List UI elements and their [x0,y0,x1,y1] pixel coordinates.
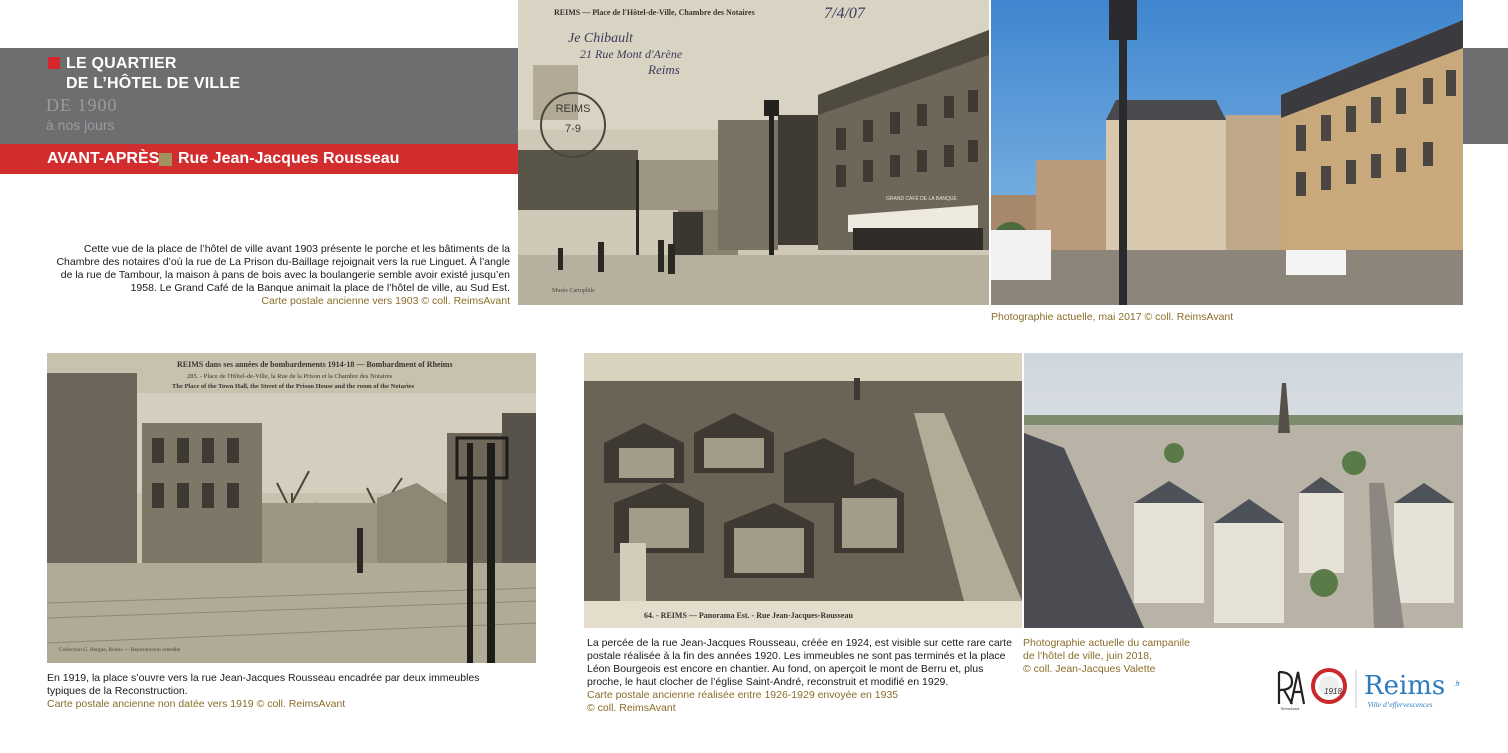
postcard-1919-header1: REIMS dans ses années de bombardements 1914-18 — Bombardment of Rheims [177,360,453,369]
reims-tagline: Ville d’effervescences [1367,700,1433,709]
caption-bottom-left [47,672,487,711]
reimsavant-logo [1279,672,1304,711]
credit-bottom-left: Carte postale ancienne non datée vers 1919 © coll. ReimsAvant [47,698,346,710]
caption-bottom-left-text: En 1919, la place s’ouvre vers la rue Jean-Jacques Rousseau encadrée par deux immeubles typiques de la Reconstruction. [47,672,480,697]
postcard-1919-header3: The Place of the Town Hall, the Street of the Prison House and the room of the Notaries [172,383,415,390]
reims-city-logo [1364,671,1461,709]
postcard-1926-footer: 64. - REIMS — Panorama Est. - Rue Jean-Jacques-Rousseau [644,611,853,620]
page-title-line2: DE L’HÔTEL DE VILLE [66,75,241,92]
shop-sign: GRAND CAFÉ DE LA BANQUE [886,196,957,202]
caption-bottom-middle [587,637,1017,715]
credit-bottom-middle-1: Carte postale ancienne réalisée entre 1926-1929 envoyée en 1935 [587,689,899,701]
photo-postcard-1903 [518,0,989,305]
caption-top-left [47,243,510,308]
caption-top-left-text: Cette vue de la place de l’hôtel de ville avant 1903 présente le porche et les bâtiments de la Chambre des notaires d’où la rue de La Prison du-Baillage rejoignait vers la rue Linguet. À l’angle de la rue de Tambour, la maison à pans de bois avec la boulangerie semble avoir existé jusqu’en 1958. Le Grand Café de la Banque animait la place de l’hôtel de ville, au Sud Est. [56,243,510,294]
anniversary-text: 1918 [1324,687,1342,696]
section-olive-square [159,153,172,166]
street-name: Rue Jean-Jacques Rousseau [178,150,400,167]
reims-suffix: .fr [1454,681,1461,688]
credit-bottom-right-3: © coll. Jean-Jacques Valette [1023,663,1156,675]
caption-top-right [991,311,1461,324]
credit-top-left: Carte postale ancienne vers 1903 © coll. ReimsAvant [261,295,510,307]
subtitle-year: DE 1900 [46,95,118,115]
postcard-1903-header: REIMS — Place de l'Hôtel-de-Ville, Chambre des Notaires [554,8,755,17]
photo-current-2018 [1024,353,1463,628]
caption-bottom-middle-text: La percée de la rue Jean-Jacques Rousseau, créée en 1924, est visible sur cette rare carte postale réalisée à la fin des années 1920. Les immeubles ne sont pas terminés et la place Léon Bourgeois est encore en chantier. Au fond, on aperçoit le mont de Berru et, plus proche, le haut clocher de l’église Saint-André, reconstruit et modifié en 1929. [587,637,1012,688]
header-band-right [1463,48,1508,144]
photo-current-2017 [991,0,1463,305]
logos [1274,664,1464,712]
credit-top-right: Photographie actuelle, mai 2017 © coll. ReimsAvant [991,311,1234,323]
handwriting-name: Je Chibault [568,31,633,46]
postcard-1903-footer: Musée Cartophile [552,288,595,294]
handwriting-address: 21 Rue Mont d'Arène [580,47,683,61]
postcard-1919-footer: Collection G. Bergue, Reims — Reproduction interdite [59,647,181,653]
photo-postcard-1919 [47,353,536,663]
handwriting-date: 7/4/07 [824,5,865,22]
page-title-line1: LE QUARTIER [66,55,177,72]
photo-postcard-1926 [584,353,1022,628]
postmark-city: REIMS [555,103,591,115]
postmark-date: 7-9 [565,123,581,135]
title-red-square [48,57,60,69]
handwriting-city: Reims [648,62,680,77]
postcard-1919-header2: 285. - Place de l'Hôtel-de-Ville, la Rue de la Prison et la Chambre des Notaires [187,373,393,380]
section-label: AVANT-APRÈS [47,150,160,167]
reims-word: Reims [1364,671,1446,701]
anniversary-badge [1313,670,1345,702]
caption-bottom-right [1023,637,1263,676]
subtitle-nos-jours: à nos jours [46,117,115,133]
credit-bottom-right-2: de l’hôtel de ville, juin 2018, [1023,650,1153,662]
credit-bottom-middle-2: © coll. ReimsAvant [587,702,676,714]
credit-bottom-right-1: Photographie actuelle du campanile [1023,637,1190,649]
reimsavant-logo-text: ReimsAvant [1280,707,1300,711]
